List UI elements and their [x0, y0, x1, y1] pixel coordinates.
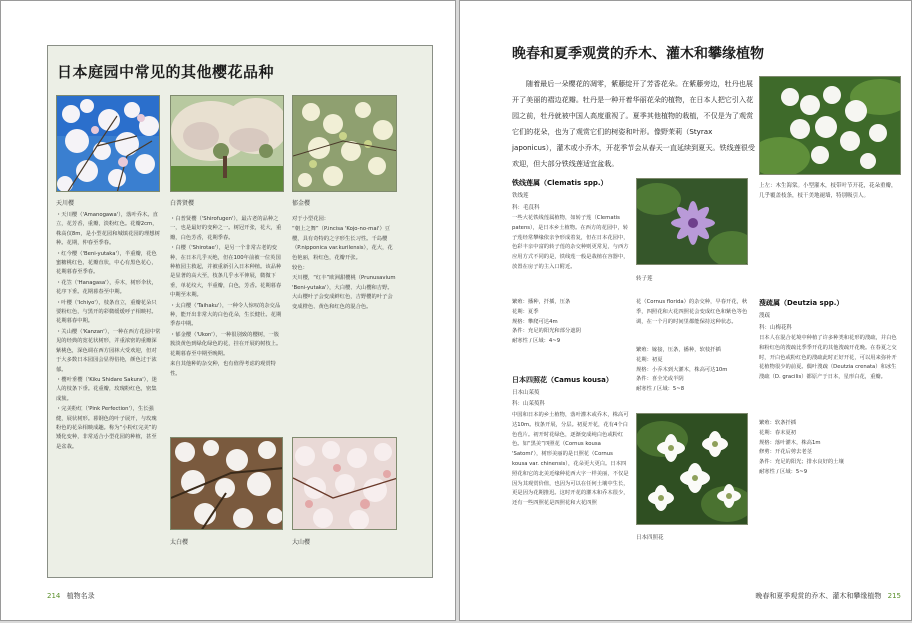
- page-title: 晚春和夏季观赏的乔木、灌木和攀缘植物: [512, 46, 764, 62]
- fact-row: 条件：充足的阳光；排水良好的土壤: [759, 459, 844, 466]
- paragraph: 对于小型花园：: [292, 216, 330, 222]
- section-subtitle-clematis: 铁线莲: [512, 193, 529, 199]
- fact-row: 繁殖：播种，扦插，压条: [512, 299, 571, 305]
- paragraph: 较色：: [292, 265, 308, 272]
- section-family-cornus: 科：山茱萸科: [512, 401, 546, 407]
- photo-taihaku: [170, 437, 283, 530]
- fact-row: 耐寒性 / 区域：5~8: [636, 386, 685, 393]
- paragraph: 中国和日本的乡土植物，落叶灌木或乔木，株高可达10m。枝条开展，分层。初夏开花，花有4个白色苞片。初开时花绿色，逐渐变成纯白色或粉红色。如“黑美”四照花（Cornus kousa 'Satomi'），树形美丽的是日照花（Cornus kousa var. chinensis），花朵更大更白。日本四照花和它的北美近缘种花西大字一样美丽，不仅是因为其观赏价值，也因为可以在任何土壤中生长，更是因为花期推迟。这时开花的灌木和乔木很少，还有一些四照花是四照花和大花四照: [512, 412, 629, 507]
- fact-row: 花期：春末夏初: [759, 429, 797, 436]
- cornus-continued-body: [636, 298, 754, 328]
- fact-row: 花期：初夏: [636, 356, 663, 363]
- photo-shirofugen: [170, 95, 284, 192]
- photo-deutzia-top: [759, 76, 901, 175]
- paragraph: 花（Cornus florida）的杂交种，早春开花，秋季，四照花和大花四照花会变成红色和紫色等色调，在一个月的时间里都能保持这种状态。: [636, 299, 748, 325]
- right-page: [459, 0, 912, 621]
- cornus-facts: [636, 346, 754, 395]
- text-column-1: [56, 211, 161, 453]
- deutzia-facts: [759, 419, 901, 478]
- section-title-deutzia: 溲疏属（Deutzia spp.）: [759, 299, 844, 307]
- section-subtitle-cornus: 日本山茱萸: [512, 390, 540, 396]
- right-footer: [755, 591, 901, 601]
- fact-row: 条件：喜全光或半阴: [636, 376, 684, 383]
- photo-cornus: [636, 413, 748, 525]
- fact-row: 规格：小乔木到大灌木，株高可达10m: [636, 366, 728, 373]
- photo-oyama: [292, 437, 397, 530]
- paragraph: ・天川樱（'Amanogawa'），落叶乔木。直立，花芳香，重瓣，淡粉红色。花瓣2cm，株高仅8m，是小型花园和城镇花园的理想树种。花期，仲春至季春。: [56, 212, 160, 247]
- section-family-deutzia: 科：山梅花科: [759, 325, 793, 331]
- section-title-clematis: 铁线莲属（Clematis spp.）: [512, 179, 608, 187]
- section-family-clematis: 科：毛茛科: [512, 205, 540, 211]
- paragraph: ・叶樱（'Ichiyo'），枝条直立，重瓣花朵只要粉红色，与黑开的彩微缓缓呼子相映衬。花期暮春中期。: [56, 299, 157, 325]
- paragraph: 天川樱，“红丰”欧洲甜樱桃（Prunusavium 'Beni-yutaka'），大白樱、大山樱和吉野。大山樱叶子会变成鲜红色，吉野樱的叶子会变成橙色、黄色和红色的混合色。: [292, 275, 396, 310]
- caption-cornus: 日本四照花: [636, 535, 664, 541]
- paragraph: ・红今樱（'Beni-yutaka'），半重瓣，花色蜜糖桃红色，花瓣直状，中心有黑色花心，花期暮春至季春。: [56, 250, 157, 276]
- page-number: 214: [47, 592, 61, 600]
- photo-amanogawa: [56, 95, 160, 192]
- caption-taihaku: 太白樱: [170, 539, 189, 546]
- fact-row: 条件：充足的阳光和部分遮阴: [512, 328, 581, 335]
- clematis-facts: [512, 298, 630, 347]
- fact-row: 花期：夏季: [512, 308, 539, 315]
- section-title-cornus: 日本四照花（Camus kousa）: [512, 376, 613, 384]
- photo-clematis: [636, 178, 748, 265]
- caption-oyama: 大山樱: [292, 539, 311, 546]
- footer-title: 晚春和夏季观赏的乔木、灌木和攀缘植物: [755, 592, 882, 600]
- paragraph: ・樱叶垂樱（'Kiku Shidare Sakura'），迷人的枝条下垂。花重瓣，玫瑰粉红色，密集成簇。: [56, 376, 157, 402]
- paragraph: ・花笠（'Hanagasa'），乔木，树形伞状，花序下垂。花期暮春至中期。: [56, 279, 157, 296]
- fact-row: 规格：落叶灌木，株高1m: [759, 439, 821, 446]
- caption-amanogawa: 天川樱: [56, 200, 75, 207]
- paragraph: ・白普贤樱（'Shirofugen'），最古老的品种之一，也是最好的变种之一。树冠开张，花大，重瓣，白色芳香，花期季春。: [170, 216, 282, 241]
- fact-row: 耐寒性 / 区域：4~9: [512, 338, 561, 345]
- box-title: 日本庭园中常见的其他樱花品种: [57, 63, 275, 81]
- paragraph: 日本人在混合花境中种植了许多种类和花形的溲疏，并白色和粉红色的溲疏比季季开花的其他溲疏开花晚。在春夏之交时，开白色或粉红色的溲疏此时正好开花，可以用来弥补开花植物很少的前夏。偶叶溲疏（Deutzia crenata）和冰生溲疏（D. gracilis）都原产于日本，星形白花，重瓣。: [759, 335, 897, 381]
- deutzia-body: [759, 334, 901, 384]
- text-column-2: [170, 215, 283, 380]
- section-subtitle-deutzia: 溲疏: [759, 313, 771, 319]
- paragraph: 一些大花铁线莲属植物，如转子莲（Clematis patens），是日本乡土植物。在西方的花园中，转子莲经常攀缘依亲争形成着复，但在日本花园中，色彩丰亲中富的转子莲的杂交种则更常见，与西方应用方式不同的是，铁线莲一般是栽植在容器中，放置在房子的主入口附近。: [512, 215, 629, 270]
- fact-row: 繁殖：软条扦插: [759, 420, 797, 426]
- photo-ukon: [292, 95, 397, 192]
- fact-row: 繁殖：嫁接，压条，播种，软枝扦插: [636, 347, 721, 353]
- page-number: 215: [887, 592, 901, 600]
- paragraph: ・太白樱（'Taihaku'），一种令人惊叹的杂交品种，能开出非常大的白色花朵，生长健壮。花期季春中期。: [170, 302, 282, 328]
- fact-row: 修剪：开花后剪去老茎: [759, 449, 812, 456]
- fact-row: 规格：攀爬可达4m: [512, 318, 558, 325]
- left-footer: [47, 591, 95, 601]
- left-page: [0, 0, 456, 621]
- caption-ukon: 郁金樱: [292, 200, 311, 207]
- footer-title: 植物名录: [66, 592, 95, 600]
- clematis-body: [512, 214, 630, 274]
- cornus-body: [512, 411, 630, 510]
- caption-clematis: 转子莲: [636, 276, 653, 282]
- photo-caption-note: 上左：木生海棠。小型灌木，枝带叶节开花，花朵重瓣，几乎覆盖枝条，枝干美地褪墙，特别吸引人。: [759, 183, 897, 199]
- paragraph: ・完美粉红（'Pink Perfection'），生长强健，展状树形。暮钢色的叶子展开，与玫瑰粉色的花朵相映成趣。称为“小粉红完美”的矮化变种，非常适合小型花园的种植，甚至是盆栽。: [56, 406, 157, 450]
- intro-paragraph: 随着最后一朵樱花的凋零，紫藤绽开了芳香花朵。在紫藤旁边，牡丹也展开了美丽的褶边花瓣。牡丹是一种开着华丽花朵的植物，在日本人把它引入花园之前，牡丹就被中国人高度重视了。夏季其他植物的栽植，不仅是为了观赏它们的花朵，也为了观赏它们的树姿和叶形。像野茉莉（Styrax japonicus），灌木或小乔木，开花季节会从春天一直延续到夏天。铁线莲很受欢迎，但大部分铁线莲适宜盆栽。: [512, 79, 755, 168]
- fact-row: 耐寒性 / 区域：5~9: [759, 468, 808, 475]
- paragraph: “朝上之舞”（P.incisa 'Kojo-no-mai'）豆樱，具有奇特的之字形生长习性。千岛樱（P.nipponica var.kurilensis），花大，花色艳丽，粉红色，花瓣开张。: [292, 226, 393, 261]
- paragraph: ・白樱（'Shirotae'），是另一个非常古老的变种，在日本几乎灭绝，但在100年前被一位英国种植园主救起，并被重新引入日本种植。该品种是显著的高大至，枝条几乎水平伸展，微微下垂，单花纹大，半重瓣，白色，芳香。花期暮春中期至末期。: [170, 245, 282, 299]
- paragraph: ・郁金樱（'Ukon'），一种很别致的樱树，一簇簇淡黄色到绿化绿色的花，挂在开展的树枝上。花期暮春至中期至晚期。: [170, 331, 282, 357]
- caption-shirofugen: 白普贤樱: [170, 200, 195, 207]
- text-column-3: [292, 215, 396, 313]
- paragraph: 来自其他种的杂交种，也有值得考虑的观赏特性。: [170, 361, 276, 377]
- paragraph: ・关山樱（'Kanzan'），一种在西方花园中常见的经典的宽花状树形，并重浓密的重瓣深紫桃色，深色调在西方园林大受欢迎，但对于大多数日本园园会显得俗艳，颜色过于浓郁。: [56, 328, 161, 373]
